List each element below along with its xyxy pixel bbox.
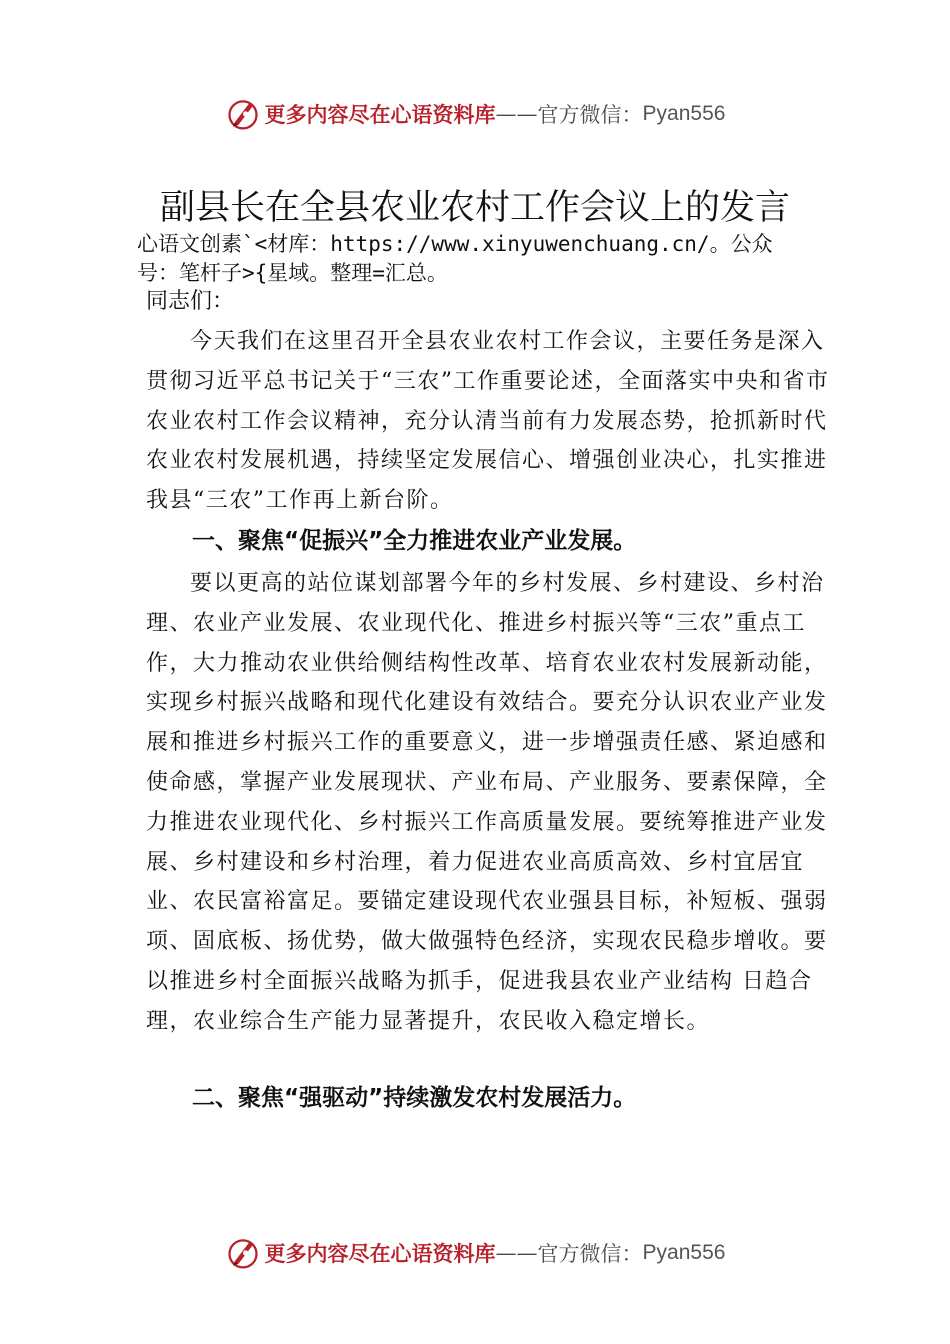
source-line-2: 号：笔杆子>{星域。整理=汇总。: [137, 261, 448, 285]
banner-label: 官方微信：: [537, 103, 643, 127]
section-heading-2: 二、聚焦“强驱动”持续激发农村发展活力。: [192, 1085, 637, 1111]
source-line-1: 心语文创素`<材库：https://www.xinyuwenchuang.cn/。公众: [137, 232, 773, 256]
section-heading-1: 一、聚焦“促振兴”全力推进农业产业发展。: [192, 528, 637, 554]
banner-wechat-id: Pyan556: [642, 1241, 726, 1264]
banner-highlight-text: 更多内容尽在心语资料库: [264, 102, 496, 127]
banner-separator: ——: [495, 1241, 538, 1265]
intro-block: [146, 322, 846, 521]
intro-paragraph: 今天我们在这里召开全县农业农村工作会议，主要任务是深入贯彻习近平总书记关于“三农”工作重要论述，全面落实中央和省市农业农村工作会议精神，充分认清当前有力发展态势，抢抓新时代农业农村发展机遇，持续坚定发展信心、增强创业决心，扎实推进我县“三农”工作再上新台阶。: [146, 329, 830, 514]
pen-logo-icon: [225, 96, 261, 132]
section-paragraph-1: 要以更高的站位谋划部署今年的乡村发展、乡村建设、乡村治理、农业产业发展、农业现代化、推进乡村振兴等“三农”重点工作，大力推动农业供给侧结构性改革、培育农业农村发展新动能，实现乡村振兴战略和现代化建设有效结合。要充分认识农业产业发展和推进乡村振兴工作的重要意义，进一步增强责任感、紧迫感和使命感，掌握产业发展现状、产业布局、产业服务、要素保障，全力推进农业现代化、乡村振兴工作高质量发展。要统筹推进产业发展、乡村建设和乡村治理，着力促进农业高质高效、乡村宜居宜业、农民富裕富足。要锚定建设现代农业强县目标，补短板、强弱项、固底板、扬优势，做大做强特色经济，实现农民稳步增收。要以推进乡村全面振兴战略为抓手，促进我县农业产业结构 日趋合理，农业综合生产能力显著提升，农民收入稳定增长。: [146, 571, 828, 1034]
banner-wechat-id: Pyan556: [642, 102, 726, 125]
banner-highlight-text: 更多内容尽在心语资料库: [264, 1241, 496, 1266]
document-title: 副县长在全县农业农村工作会议上的发言: [159, 188, 790, 228]
banner-label: 官方微信：: [537, 1242, 643, 1266]
heading-1-block: [146, 521, 846, 561]
banner-separator: ——: [495, 102, 538, 126]
source-note: [137, 230, 837, 288]
bottom-watermark-banner: [0, 1233, 950, 1273]
top-watermark-banner: [0, 94, 950, 134]
pen-logo-icon: [225, 1235, 261, 1271]
paragraph-1-block: [146, 564, 846, 1042]
heading-2-block: [146, 1078, 846, 1118]
salutation: 同志们：: [146, 289, 235, 314]
